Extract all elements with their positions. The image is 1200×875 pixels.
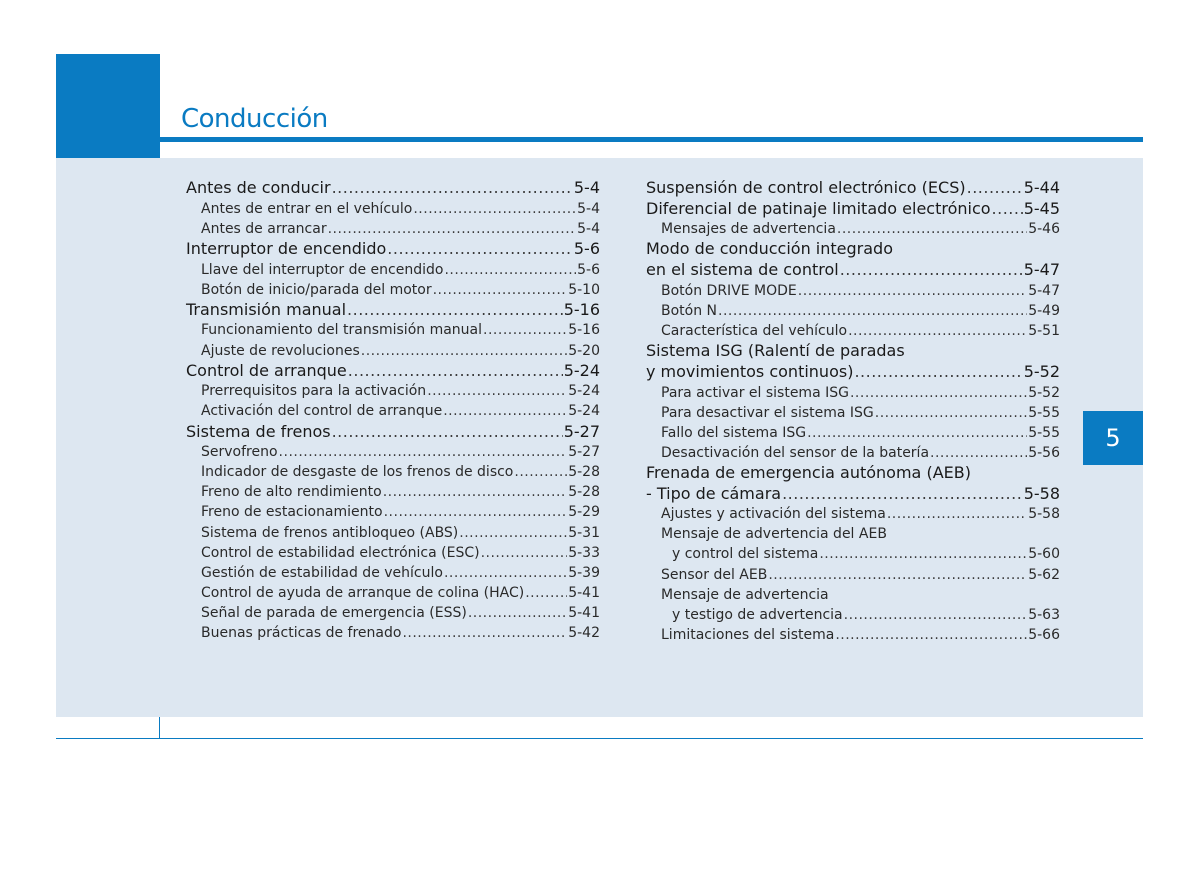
toc-entry-title: Llave del interruptor de encendido xyxy=(201,261,444,278)
toc-entry-title: Frenada de emergencia autónoma (AEB) xyxy=(646,462,971,482)
toc-subsection-entry[interactable] xyxy=(186,583,600,603)
toc-page-number: 5-49 xyxy=(1028,302,1060,319)
toc-dot-leader xyxy=(837,219,1027,239)
toc-dot-leader xyxy=(328,219,577,239)
toc-entry-title: Limitaciones del sistema xyxy=(661,626,835,643)
toc-page-number: 5-6 xyxy=(577,261,600,278)
toc-subsection-entry[interactable] xyxy=(646,625,1060,645)
toc-page-number: 5-27 xyxy=(568,444,600,461)
toc-section-entry[interactable] xyxy=(646,178,1060,199)
toc-page-number: 5-33 xyxy=(568,544,600,561)
toc-subsection-entry[interactable] xyxy=(186,320,600,340)
toc-dot-leader xyxy=(402,623,567,643)
toc-entry-title: Desactivación del sensor de la batería xyxy=(661,444,930,461)
toc-page-number: 5-41 xyxy=(568,604,600,621)
toc-dot-leader xyxy=(427,381,567,401)
toc-subsection-entry[interactable] xyxy=(646,281,1060,301)
toc-entry-title: Mensajes de advertencia xyxy=(661,221,836,238)
toc-section-entry[interactable] xyxy=(186,178,600,199)
toc-dot-leader xyxy=(481,543,568,563)
toc-entry-title: Prerrequisitos para la activación xyxy=(201,383,427,400)
toc-page-number: 5-4 xyxy=(573,178,600,197)
toc-dot-leader xyxy=(930,443,1027,463)
toc-page-number: 5-24 xyxy=(568,383,600,400)
toc-page-number: 5-28 xyxy=(568,484,600,501)
toc-page-number: 5-46 xyxy=(1028,221,1060,238)
toc-subsection-entry[interactable] xyxy=(646,403,1060,423)
toc-page-number: 5-63 xyxy=(1028,606,1060,623)
toc-entry-title: y movimientos continuos) xyxy=(646,361,854,381)
toc-page-number: 5-58 xyxy=(1023,483,1060,503)
toc-entry-title: Característica del vehículo xyxy=(661,323,848,340)
toc-dot-leader xyxy=(967,178,1023,199)
toc-subsection-entry[interactable] xyxy=(186,341,600,361)
toc-entry-title: Botón DRIVE MODE xyxy=(661,282,797,299)
toc-subsection-entry[interactable] xyxy=(646,565,1060,585)
toc-entry-title: Antes de entrar en el vehículo xyxy=(201,200,413,217)
toc-entry-title: Ajuste de revoluciones xyxy=(201,342,360,359)
toc-section-entry[interactable] xyxy=(646,199,1060,220)
toc-entry-title: Para desactivar el sistema ISG xyxy=(661,404,874,421)
toc-entry-title: Ajustes y activación del sistema xyxy=(661,506,886,523)
toc-entry-title: en el sistema de control xyxy=(646,260,839,280)
toc-dot-leader xyxy=(443,401,567,421)
toc-dot-leader xyxy=(383,482,568,502)
toc-dot-leader xyxy=(279,442,568,462)
toc-entry-title: Buenas prácticas de frenado xyxy=(201,625,402,642)
title-underline xyxy=(160,137,1143,142)
toc-section-entry[interactable] xyxy=(186,422,600,443)
toc-page-number: 5-10 xyxy=(568,281,600,298)
toc-subsection-entry[interactable] xyxy=(186,442,600,462)
toc-subsection-entry[interactable] xyxy=(186,603,600,623)
toc-entry-title: y testigo de advertencia xyxy=(672,606,843,623)
bottom-rule xyxy=(56,738,1143,739)
toc-subsection-entry[interactable] xyxy=(646,504,1060,524)
toc-subsection-entry[interactable] xyxy=(186,381,600,401)
toc-page-number: 5-47 xyxy=(1028,282,1060,299)
toc-entry-title: Sensor del AEB xyxy=(661,566,768,583)
toc-page-number: 5-44 xyxy=(1023,178,1060,197)
toc-page-number: 5-6 xyxy=(573,238,600,258)
toc-page-number: 5-27 xyxy=(563,421,600,441)
toc-dot-leader xyxy=(347,300,563,321)
toc-dot-leader xyxy=(525,583,567,603)
toc-entry-title: Fallo del sistema ISG xyxy=(661,424,807,441)
toc-section-entry[interactable] xyxy=(186,300,600,321)
toc-dot-leader xyxy=(348,361,563,382)
toc-page-number: 5-62 xyxy=(1028,566,1060,583)
toc-page-number: 5-24 xyxy=(563,360,600,380)
toc-dot-leader xyxy=(514,462,567,482)
toc-page-number: 5-47 xyxy=(1023,260,1060,280)
toc-dot-leader xyxy=(361,341,567,361)
toc-entry-title: Para activar el sistema ISG xyxy=(661,384,849,401)
toc-entry-title: Transmisión manual xyxy=(186,299,347,319)
toc-section-entry[interactable] xyxy=(186,239,600,260)
toc-subsection-entry[interactable] xyxy=(186,523,600,543)
toc-entry-title: Mensaje de advertencia del AEB xyxy=(661,526,887,543)
toc-entry-title: Freno de estacionamiento xyxy=(201,504,383,521)
toc-dot-leader xyxy=(844,605,1028,625)
toc-entry-title: Gestión de estabilidad de vehículo xyxy=(201,564,443,581)
toc-entry-title: Control de ayuda de arranque de colina (HAC) xyxy=(201,584,525,601)
toc-page-number: 5-31 xyxy=(568,524,600,541)
toc-subsection-entry[interactable] xyxy=(186,219,600,239)
toc-subsection-entry[interactable] xyxy=(646,585,1060,605)
toc-dot-leader xyxy=(332,422,563,443)
toc-page-number: 5-20 xyxy=(568,342,600,359)
toc-entry-title: y control del sistema xyxy=(672,546,819,563)
toc-entry-title: Mensaje de advertencia xyxy=(661,586,829,603)
toc-dot-leader xyxy=(807,423,1027,443)
toc-dot-leader xyxy=(798,281,1027,301)
toc-subsection-entry[interactable] xyxy=(646,423,1060,443)
toc-dot-leader xyxy=(850,383,1027,403)
toc-page-number: 5-60 xyxy=(1028,546,1060,563)
toc-entry-title: Control de estabilidad electrónica (ESC) xyxy=(201,544,480,561)
toc-dot-leader xyxy=(444,260,576,280)
toc-dot-leader xyxy=(992,199,1023,220)
toc-entry-title: Servofreno xyxy=(201,444,278,461)
toc-page-number: 5-16 xyxy=(568,322,600,339)
toc-section-entry[interactable] xyxy=(646,260,1060,281)
toc-entry-title: Control de arranque xyxy=(186,360,347,380)
toc-entry-title: Modo de conducción integrado xyxy=(646,239,893,259)
toc-dot-leader xyxy=(840,260,1023,281)
toc-section-entry[interactable] xyxy=(646,484,1060,505)
toc-dot-leader xyxy=(875,403,1027,423)
toc-left-column xyxy=(186,178,600,643)
toc-dot-leader xyxy=(384,502,568,522)
toc-dot-leader xyxy=(718,301,1027,321)
toc-page-number: 5-28 xyxy=(568,464,600,481)
toc-page-number: 5-55 xyxy=(1028,404,1060,421)
toc-dot-leader xyxy=(835,625,1027,645)
toc-subsection-entry[interactable] xyxy=(186,199,600,219)
toc-dot-leader xyxy=(854,362,1022,383)
toc-section-entry[interactable] xyxy=(186,361,600,382)
toc-dot-leader xyxy=(332,178,573,199)
toc-page-number: 5-56 xyxy=(1028,444,1060,461)
toc-section-entry[interactable] xyxy=(646,362,1060,383)
toc-entry-title: Botón de inicio/parada del motor xyxy=(201,281,432,298)
toc-dot-leader xyxy=(782,484,1023,505)
toc-subsection-entry[interactable] xyxy=(646,321,1060,341)
toc-dot-leader xyxy=(819,544,1027,564)
toc-dot-leader xyxy=(887,504,1027,524)
toc-dot-leader xyxy=(468,603,567,623)
toc-subsection-entry[interactable] xyxy=(186,563,600,583)
toc-entry-title: - Tipo de cámara xyxy=(646,483,782,503)
toc-subsection-entry[interactable] xyxy=(186,482,600,502)
chapter-tab[interactable]: 5 xyxy=(1083,411,1143,465)
toc-dot-leader xyxy=(387,239,573,260)
toc-page-number: 5-52 xyxy=(1028,384,1060,401)
toc-page-number: 5-39 xyxy=(568,564,600,581)
toc-section-entry[interactable] xyxy=(646,239,1060,260)
toc-entry-title: Sistema de frenos antibloqueo (ABS) xyxy=(201,524,459,541)
toc-entry-title: Funcionamiento del transmisión manual xyxy=(201,322,483,339)
toc-page-number: 5-55 xyxy=(1028,424,1060,441)
toc-subsection-entry[interactable] xyxy=(646,443,1060,463)
toc-dot-leader xyxy=(459,523,567,543)
toc-entry-title: Freno de alto rendimiento xyxy=(201,484,382,501)
toc-entry-title: Indicador de desgaste de los frenos de disco xyxy=(201,464,514,481)
toc-page-number: 5-45 xyxy=(1023,198,1060,218)
toc-entry-title: Suspensión de control electrónico (ECS) xyxy=(646,178,966,197)
toc-page-number: 5-24 xyxy=(568,403,600,420)
page-title: Conducción xyxy=(181,104,328,134)
toc-page-number: 5-52 xyxy=(1023,361,1060,381)
toc-page-number: 5-58 xyxy=(1028,506,1060,523)
toc-entry-title: Antes de arrancar xyxy=(201,220,327,237)
toc-entry-title: Diferencial de patinaje limitado electrónico xyxy=(646,198,991,218)
toc-subsection-entry[interactable] xyxy=(186,401,600,421)
toc-entry-title: Sistema de frenos xyxy=(186,421,331,441)
toc-section-entry[interactable] xyxy=(646,463,1060,484)
toc-dot-leader xyxy=(433,280,568,300)
toc-subsection-entry[interactable] xyxy=(186,280,600,300)
toc-page-number: 5-42 xyxy=(568,625,600,642)
toc-subsection-entry[interactable] xyxy=(646,301,1060,321)
toc-entry-title: Señal de parada de emergencia (ESS) xyxy=(201,604,467,621)
toc-dot-leader xyxy=(483,320,567,340)
toc-subsection-entry[interactable] xyxy=(646,383,1060,403)
toc-entry-title: Botón N xyxy=(661,302,718,319)
toc-subsection-entry[interactable] xyxy=(186,543,600,563)
chapter-color-block xyxy=(56,54,160,158)
toc-subsection-entry[interactable] xyxy=(646,605,1060,625)
toc-page-number: 5-16 xyxy=(563,299,600,319)
toc-page-number: 5-66 xyxy=(1028,626,1060,643)
toc-entry-title: Sistema ISG (Ralentí de paradas xyxy=(646,341,905,361)
toc-subsection-entry[interactable] xyxy=(186,623,600,643)
toc-dot-leader xyxy=(848,321,1027,341)
toc-dot-leader xyxy=(444,563,567,583)
toc-entry-title: Activación del control de arranque xyxy=(201,403,443,420)
toc-subsection-entry[interactable] xyxy=(186,462,600,482)
toc-page-number: 5-41 xyxy=(568,584,600,601)
toc-subsection-entry[interactable] xyxy=(186,260,600,280)
toc-page-number: 5-4 xyxy=(577,200,600,217)
toc-page-number: 5-51 xyxy=(1028,323,1060,340)
toc-dot-leader xyxy=(768,565,1027,585)
toc-entry-title: Antes de conducir xyxy=(186,178,331,197)
toc-page-number: 5-29 xyxy=(568,504,600,521)
toc-subsection-entry[interactable] xyxy=(646,524,1060,544)
toc-page-number: 5-4 xyxy=(577,220,600,237)
toc-dot-leader xyxy=(413,199,576,219)
toc-subsection-entry[interactable] xyxy=(186,502,600,522)
toc-subsection-entry[interactable] xyxy=(646,544,1060,564)
toc-section-entry[interactable] xyxy=(646,341,1060,362)
toc-entry-title: Interruptor de encendido xyxy=(186,238,387,258)
toc-subsection-entry[interactable] xyxy=(646,219,1060,239)
toc-right-column xyxy=(646,178,1060,645)
